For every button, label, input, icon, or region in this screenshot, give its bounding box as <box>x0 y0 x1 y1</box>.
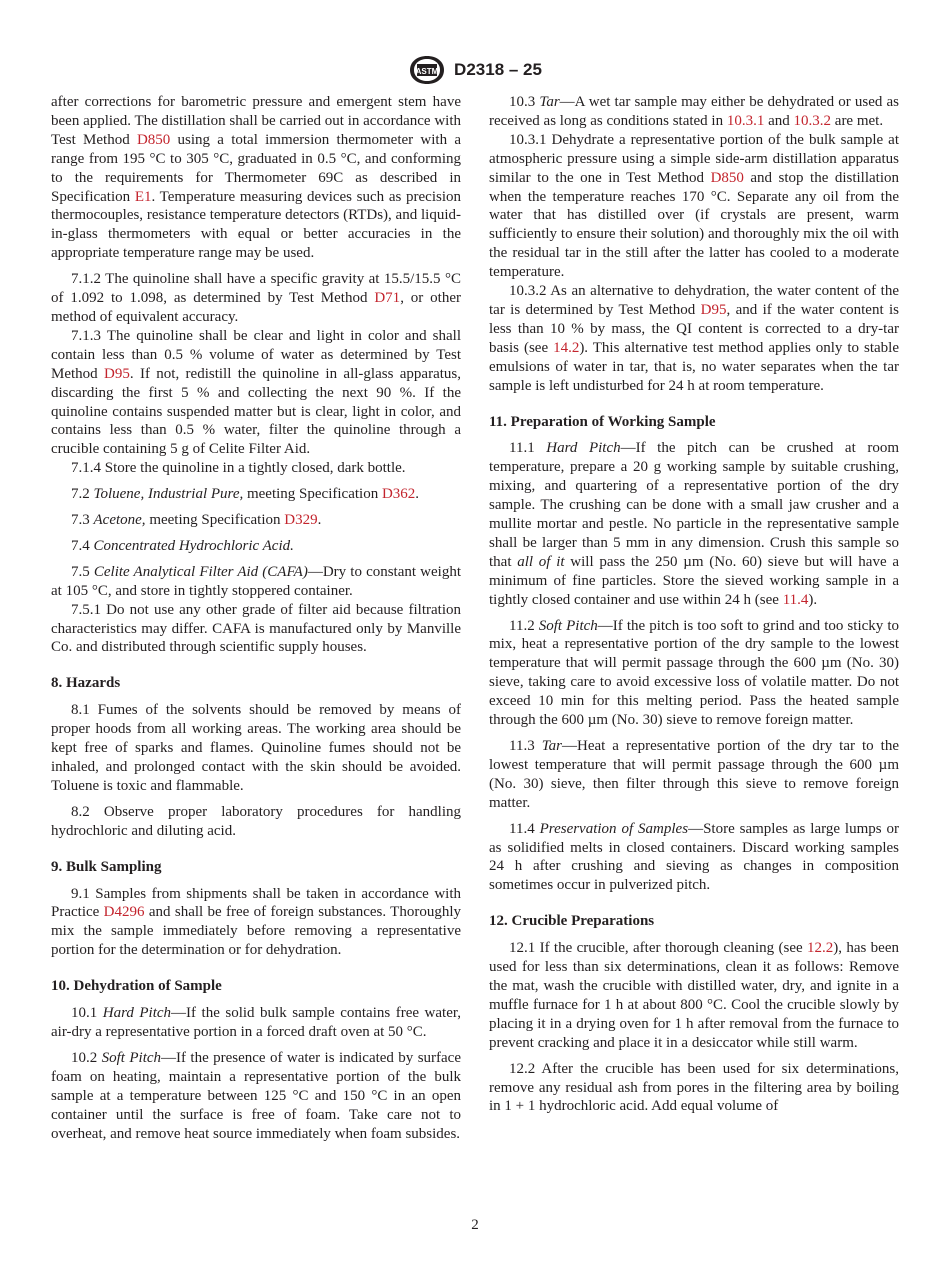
section-heading-hazards: 8. Hazards <box>51 675 121 692</box>
link-d71[interactable]: D71 <box>374 290 401 307</box>
left-column <box>51 93 461 1150</box>
paragraph-11-1: 11.1 Hard Pitch—If the pitch can be crushed at room temperature, prepare a 20 g working sample by suitable crushing, mixing, and quartering of a representative portion of the dry sample. The crushing can be done with a small jaw crusher and a mullite mortar and pestle. No particle in the representative sample shall be larger than 5 mm in any dimension. Crush this sample so that all of it will pass the 250 µm (No. 60) sieve but will have a minimum of fine particles. Store the sieved working sample in a tightly closed container and use within 24 h (see 11.4). <box>489 440 900 608</box>
paragraph-10-2: 10.2 Soft Pitch—If the presence of water is indicated by surface foam on heating, maintain a representative portion of the bulk sample at a temperature between 125 °C and 150 °C in an open container until the surface is free of foam. Take care not to overheat, and remove heat source immediately when foam subsides. <box>51 1049 461 1142</box>
paragraph-7-2: 7.2 Toluene, Industrial Pure, meeting Specification D362. <box>71 486 420 503</box>
section-heading-working-sample: 11. Preparation of Working Sample <box>489 413 716 430</box>
paragraph-9-1: 9.1 Samples from shipments shall be taken in accordance with Practice D4296 and shall be free of foreign substances. Thoroughly mix the sample immediately before removing a representative portion for the determination or for dehydration. <box>51 885 461 959</box>
link-d4296[interactable]: D4296 <box>103 904 145 921</box>
paragraph-7-1-4: 7.1.4 Store the quinoline in a tightly closed, dark bottle. <box>71 460 406 477</box>
link-d362[interactable]: D362 <box>381 486 416 503</box>
astm-logo-icon <box>408 54 446 86</box>
paragraph-7-4: 7.4 Concentrated Hydrochloric Acid. <box>71 537 294 554</box>
paragraph-7-1-2: 7.1.2 The quinoline shall have a specific gravity at 15.5/15.5 °C of 1.092 to 1.098, as determined by Test Method D71, or other method of equivalent accuracy. <box>51 271 461 325</box>
link-11-4[interactable]: 11.4 <box>782 591 809 608</box>
paragraph-12-2: 12.2 After the crucible has been used for six determinations, remove any residual ash from pores in the filtering area by boiling in 1 + 1 hydrochloric acid. Add equal volume of <box>489 1060 899 1115</box>
page-header <box>0 52 950 88</box>
right-column <box>489 93 899 1123</box>
link-d329[interactable]: D329 <box>284 512 318 529</box>
link-10-3-2[interactable]: 10.3.2 <box>793 112 832 129</box>
paragraph-11-3: 11.3 Tar—Heat a representative portion of the dry tar to the lowest temperature that will permit passage through the 600 µm (No. 30) sieve, then filter through this sieve to remove foreign matter. <box>489 738 899 811</box>
link-14-2[interactable]: 14.2 <box>553 339 580 356</box>
link-d95-second[interactable]: D95 <box>700 301 727 318</box>
link-12-2[interactable]: 12.2 <box>807 940 834 957</box>
link-e1[interactable]: E1 <box>134 188 152 205</box>
paragraph-7-5: 7.5 Celite Analytical Filter Aid (CAFA)—Dry to constant weight at 105 °C, and store in tightly stoppered container. <box>51 563 461 599</box>
paragraph-8-2: 8.2 Observe proper laboratory procedures for handling hydrochloric and diluting acid. <box>51 803 461 839</box>
page-number: 2 <box>471 1217 479 1233</box>
paragraph-7-1-1-continued: after corrections for barometric pressure and emergent stem have been applied. The distillation shall be carried out in accordance with Test Method D850 using a total immersion thermometer with a range from 195 °C to 305 °C, graduated in 0.5 °C, and conforming to the requirements for Thermometer 69C as described in Specification E1. Temperature measuring devices such as precision thermocouples, resistance temperature detectors (RTDs), and liquid-in-glass thermometers with equal or better accuracies in the appropriate temperature range may be used. <box>51 94 461 262</box>
paragraph-8-1: 8.1 Fumes of the solvents should be removed by means of proper hoods from all working areas. The working area should be kept free of sparks and flames. Quinoline fumes should not be inhaled, and prolonged contact with the skin should be avoided. Toluene is toxic and flammable. <box>51 702 461 794</box>
standard-designation: D2318 – 25 <box>454 60 542 79</box>
paragraph-10-3-2: 10.3.2 As an alternative to dehydration, the water content of the tar is determined by Test Method D95, and if the water content is less than 10 % by mass, the QI content is corrected to a dry-tar basis (see 14.2). This alternative test method applies only to stable emulsions of water in tar, that is, no water separates when the tar sample is left undisturbed for 24 h at room temperature. <box>489 283 899 394</box>
paragraph-12-1: 12.1 If the crucible, after thorough cleaning (see 12.2), has been used for less than six determinations, clean it as follows: Remove the mat, wash the crucible with distilled water, dry, and ignite in a muffle furnace for 1 h at about 800 °C. Cool the crucible slowly by placing it in a drying oven for 1 h after removal from the furnace to prevent cracking and place it in a desiccator while still warm. <box>489 940 899 1051</box>
paragraph-11-2: 11.2 Soft Pitch—If the pitch is too soft to grind and too sticky to mix, heat a representative portion of the dry sample to the lowest temperature that will permit passage through the 600 µm (No. 30) sieve, taking care to avoid excessive loss of volatile matter. Do not exceed 10 min for this melting period. Pass the heated sample through the 600 µm (No. 30) sieve to remove foreign matter. <box>489 617 899 729</box>
link-d850-second[interactable]: D850 <box>710 169 744 186</box>
section-heading-crucible: 12. Crucible Preparations <box>489 913 655 930</box>
link-d850[interactable]: D850 <box>136 131 171 148</box>
link-10-3-1[interactable]: 10.3.1 <box>726 112 765 129</box>
logo-text: ASTM <box>415 67 439 76</box>
paragraph-10-1: 10.1 Hard Pitch—If the solid bulk sample contains free water, air-dry a representative portion in a forced draft oven at 50 °C. <box>51 1005 461 1040</box>
paragraph-7-5-1: 7.5.1 Do not use any other grade of filter aid because filtration characteristics may differ. CAFA is manufactured only by Manville Co. and distributed through scientific supply houses. <box>51 601 461 656</box>
paragraph-7-1-3: 7.1.3 The quinoline shall be clear and light in color and shall contain less than 0.5 % volume of water as determined by Test Method D95. If not, redistill the quinoline in all-glass apparatus, discarding the first 5 % and collecting the next 90 %. If the quinoline contains suspended matter but is clear, light in color, and contains less than 0.5 % water, filter the quinoline through a crucible containing 5 g of Celite Filter Aid. <box>51 327 461 458</box>
paragraph-10-3-1: 10.3.1 Dehydrate a representative portion of the bulk sample at atmospheric pressure using a simple side-arm distillation apparatus similar to the one in Test Method D850 and stop the distillation when the temperature reaches 170 °C. Separate any oil from the water that has distilled over (if crystals are present, warm sufficiently to ensure their solution) and thoroughly mix the oil with the residual tar in the still after the latter has cooled to a moderate temperature. <box>489 131 900 281</box>
paragraph-11-4: 11.4 Preservation of Samples—Store samples as large lumps or as solidified melts in closed containers. Discard working samples 24 h after crushing and sieving as changes in composition sometimes occur in pulverized pitch. <box>489 820 900 894</box>
paragraph-7-3: 7.3 Acetone, meeting Specification D329. <box>71 512 322 529</box>
link-d95[interactable]: D95 <box>104 365 130 382</box>
section-heading-bulk-sampling: 9. Bulk Sampling <box>51 858 162 875</box>
section-heading-dehydration: 10. Dehydration of Sample <box>51 978 222 995</box>
paragraph-10-3: 10.3 Tar—A wet tar sample may either be dehydrated or used as received as long as conditions stated in 10.3.1 and 10.3.2 are met. <box>489 94 899 129</box>
